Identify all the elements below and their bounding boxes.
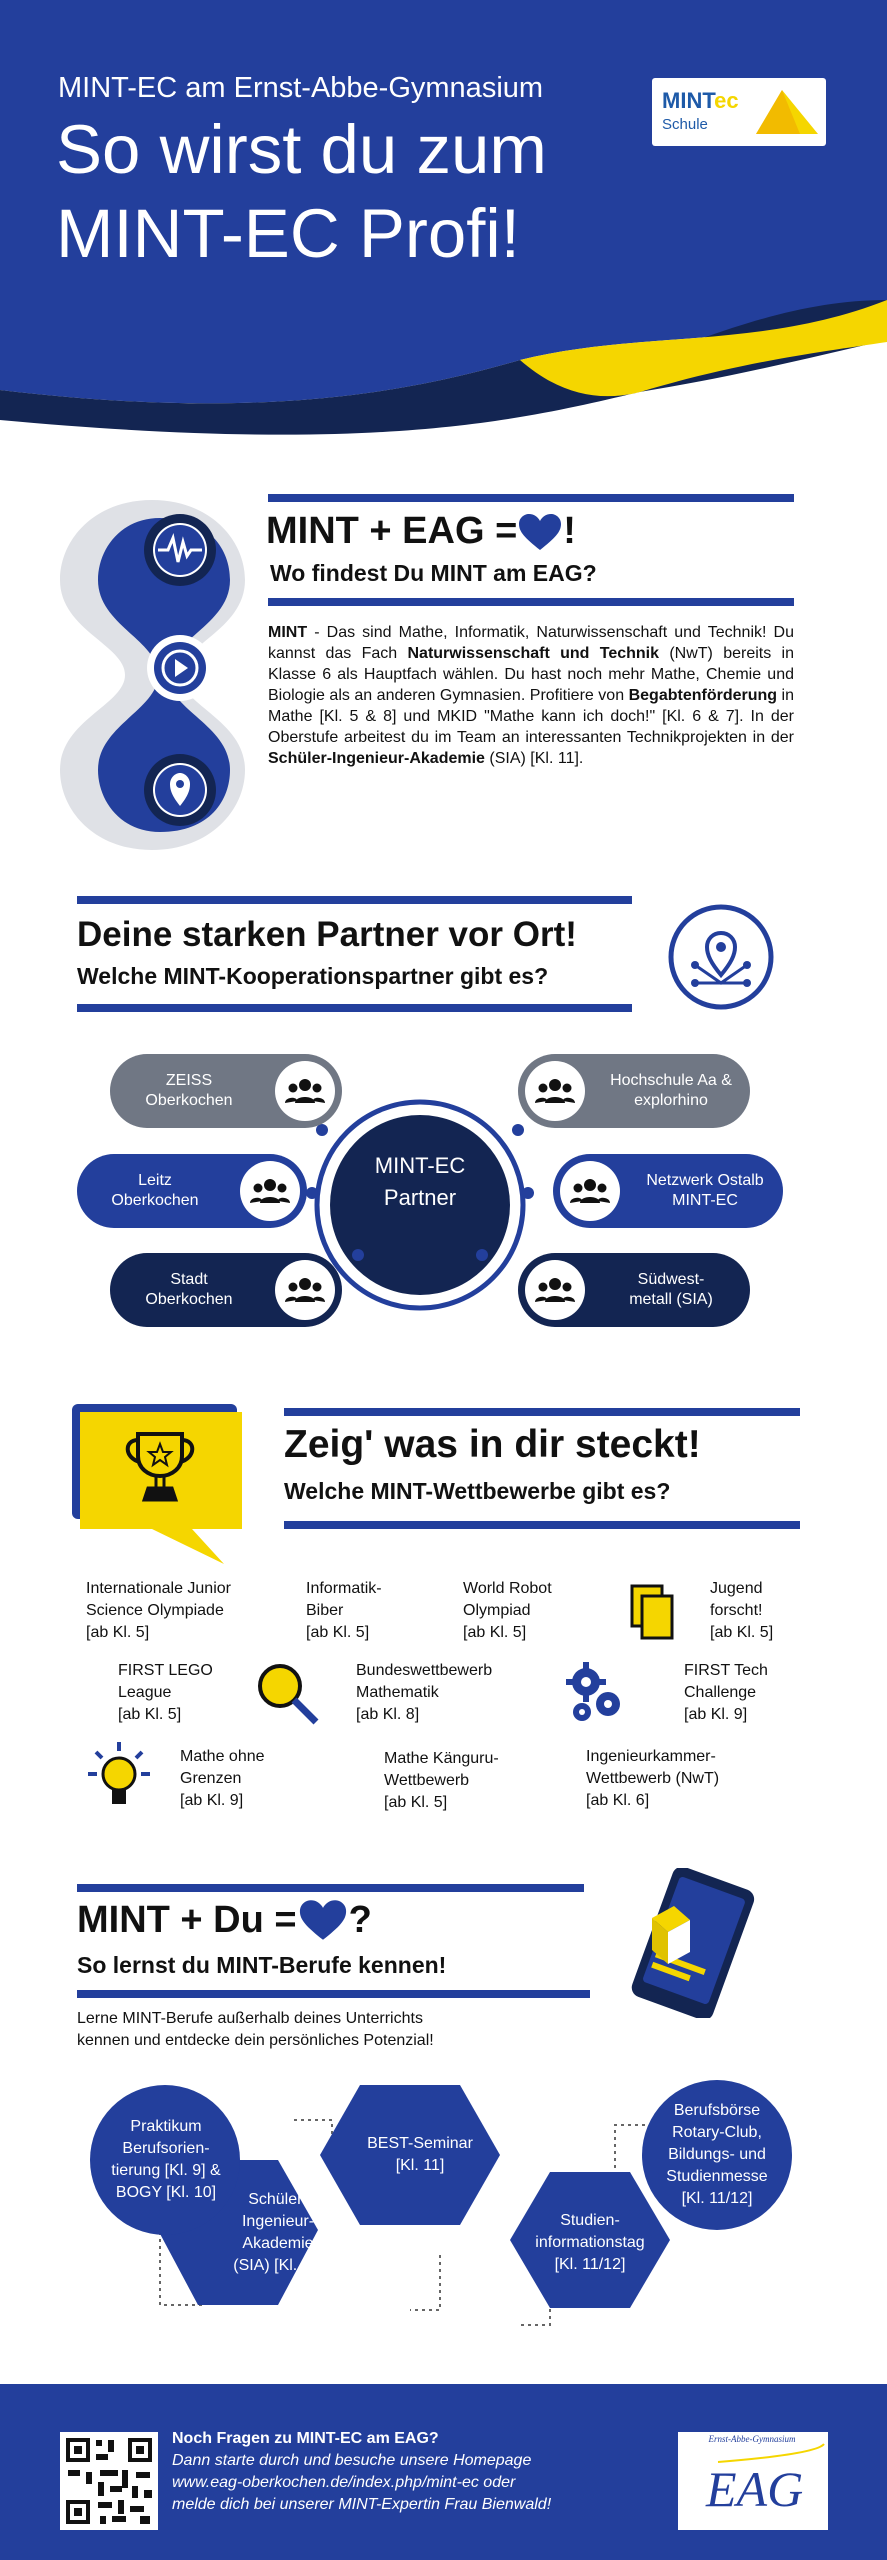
comp-line-1: Internationale Junior bbox=[86, 1580, 231, 1597]
lightbulb-icon bbox=[84, 1740, 154, 1816]
page-title bbox=[56, 108, 547, 276]
section4-intro bbox=[77, 2008, 434, 2052]
partner-label bbox=[627, 1171, 783, 1211]
partner-suedwestmetall bbox=[518, 1253, 750, 1327]
section2-title: Deine starken Partner vor Ort! bbox=[77, 915, 577, 954]
partner-hochschule bbox=[518, 1054, 750, 1128]
career-line: [Kl. 11] bbox=[395, 2157, 445, 2174]
eag-logo bbox=[678, 2432, 828, 2530]
logo-schule-text: Schule bbox=[662, 116, 708, 133]
body-bold-mint: MINT bbox=[268, 624, 308, 641]
magnifier-icon bbox=[254, 1660, 322, 1728]
career-line: tierung [Kl. 9] & bbox=[111, 2162, 221, 2179]
footer-line-1: Dann starte durch und besuche unsere Homepage bbox=[172, 2452, 532, 2469]
section4-title bbox=[77, 1898, 372, 1942]
footer-line-3: melde dich bei unserer MINT-Expertin Frau Bienwald! bbox=[172, 2496, 552, 2513]
header-kicker: MINT-EC am Ernst-Abbe-Gymnasium bbox=[58, 72, 544, 104]
comp-line-1: Ingenieurkammer- bbox=[586, 1748, 716, 1765]
section4-title-text: MINT + Du = bbox=[77, 1898, 297, 1941]
career-berufsboerse bbox=[648, 2085, 786, 2225]
section2-top-bar bbox=[77, 896, 632, 904]
partner-netzwerk-ostalb bbox=[553, 1154, 783, 1228]
mint-ec-logo bbox=[652, 78, 826, 146]
footer-text bbox=[172, 2428, 551, 2516]
smartphone-icon bbox=[612, 1868, 772, 2018]
section4-top-bar bbox=[77, 1884, 584, 1892]
mint-chain-graphic bbox=[60, 500, 245, 850]
section3-subtitle: Welche MINT-Wettbewerbe gibt es? bbox=[284, 1478, 671, 1504]
eag-logo-small-text: Ernst-Abbe-Gymnasium bbox=[708, 2434, 796, 2444]
group-icon bbox=[525, 1061, 585, 1121]
partner-line-1: ZEISS bbox=[165, 1072, 213, 1089]
section3-bottom-bar bbox=[284, 1521, 800, 1529]
section1-title-text: MINT + EAG = bbox=[266, 510, 518, 552]
competition-first-tech-challenge bbox=[684, 1660, 768, 1726]
hub-line-2: Partner bbox=[383, 1185, 457, 1210]
group-icon bbox=[275, 1061, 335, 1121]
comp-line-3: [ab Kl. 5] bbox=[118, 1706, 182, 1723]
section2-bottom-bar bbox=[77, 1004, 632, 1012]
career-sia bbox=[198, 2170, 358, 2295]
group-icon bbox=[275, 1260, 335, 1320]
section1-top-bar bbox=[268, 494, 794, 502]
heart-icon bbox=[297, 1898, 349, 1942]
competition-first-lego-league bbox=[118, 1660, 213, 1726]
competition-mathe-kaenguru bbox=[384, 1748, 499, 1814]
intro-line-2: kennen und entdecke dein persönliches Potenzial! bbox=[77, 2032, 434, 2049]
career-line: [Kl. 11/12] bbox=[554, 2255, 626, 2273]
partner-hub-label bbox=[330, 1150, 510, 1214]
competition-mathe-ohne-grenzen bbox=[180, 1746, 265, 1812]
career-line: Studien- bbox=[560, 2211, 620, 2229]
competition-bundeswettbewerb-mathematik bbox=[356, 1660, 492, 1726]
comp-line-3: [ab Kl. 5] bbox=[463, 1624, 527, 1641]
comp-line-1: FIRST Tech bbox=[684, 1662, 768, 1679]
career-line: [Kl. 11/12] bbox=[681, 2190, 753, 2207]
partner-line-1: Stadt bbox=[170, 1271, 208, 1288]
career-line: Bildungs- und bbox=[668, 2146, 766, 2163]
comp-line-2: League bbox=[118, 1684, 172, 1701]
logo-ec-text: ec bbox=[714, 88, 739, 113]
comp-line-2: Wettbewerb (NwT) bbox=[586, 1770, 720, 1787]
career-line: informationstag bbox=[535, 2233, 645, 2251]
career-studieninformationstag bbox=[510, 2185, 670, 2300]
partner-label bbox=[592, 1270, 750, 1310]
comp-line-3: [ab Kl. 8] bbox=[356, 1706, 420, 1723]
career-line: (SIA) [Kl. 11] bbox=[233, 2256, 323, 2274]
logo-mint-text: MINT bbox=[662, 88, 715, 113]
section1-body bbox=[268, 622, 794, 769]
gears-icon bbox=[564, 1660, 630, 1726]
career-line: Berufsorien- bbox=[122, 2140, 210, 2157]
section1-title bbox=[266, 510, 576, 553]
comp-line-3: [ab Kl. 9] bbox=[684, 1706, 748, 1723]
qr-code-icon[interactable] bbox=[60, 2432, 158, 2530]
documents-icon bbox=[628, 1584, 676, 1640]
career-line: Berufsbörse bbox=[673, 2102, 761, 2119]
group-icon bbox=[560, 1161, 620, 1221]
footer-question: Noch Fragen zu MINT-EC am EAG? bbox=[172, 2430, 439, 2447]
comp-line-2: Grenzen bbox=[180, 1770, 242, 1787]
partner-line-2: Oberkochen bbox=[145, 1291, 233, 1308]
comp-line-1: Informatik- bbox=[306, 1580, 382, 1597]
comp-line-1: Jugend bbox=[710, 1580, 763, 1597]
body-bold-sia: Schüler-Ingenieur-Akademie bbox=[268, 750, 485, 767]
comp-line-1: Mathe ohne bbox=[180, 1748, 265, 1765]
logo-wordmark bbox=[662, 88, 739, 114]
eag-logo-main-text: EAG bbox=[706, 2461, 804, 2517]
pyramid-icon bbox=[752, 86, 820, 138]
trophy-badge bbox=[72, 1404, 247, 1569]
group-icon bbox=[525, 1260, 585, 1320]
partner-line-2: MINT-EC bbox=[672, 1192, 738, 1209]
competition-jugend-forscht bbox=[710, 1578, 773, 1644]
partner-zeiss bbox=[110, 1054, 342, 1128]
section3-title: Zeig' was in dir steckt! bbox=[284, 1423, 701, 1466]
comp-line-3: [ab Kl. 5] bbox=[86, 1624, 150, 1641]
career-best-seminar bbox=[340, 2100, 500, 2210]
title-line-2: MINT-EC Profi! bbox=[56, 195, 520, 272]
hub-line-1: MINT-EC bbox=[374, 1153, 466, 1178]
group-icon bbox=[240, 1161, 300, 1221]
comp-line-3: [ab Kl. 9] bbox=[180, 1792, 244, 1809]
career-line: Akademie bbox=[242, 2234, 314, 2252]
partner-stadt bbox=[110, 1253, 342, 1327]
partner-line-2: Oberkochen bbox=[111, 1192, 199, 1209]
career-line: Praktikum bbox=[130, 2118, 202, 2135]
body-bold-nwt: Naturwissenschaft und Technik bbox=[407, 645, 660, 662]
comp-line-2: Challenge bbox=[684, 1684, 757, 1701]
comp-line-2: forscht! bbox=[710, 1602, 763, 1619]
section1-title-suffix: ! bbox=[563, 510, 576, 552]
career-line: Schüler- bbox=[248, 2190, 308, 2208]
comp-line-2: Wettbewerb bbox=[384, 1772, 470, 1789]
title-line-1: So wirst du zum bbox=[56, 111, 547, 188]
section4-title-suffix: ? bbox=[348, 1898, 372, 1941]
competition-ingenieurkammer bbox=[586, 1746, 719, 1812]
competition-world-robot-olympiad bbox=[463, 1578, 552, 1644]
heart-icon bbox=[517, 512, 563, 552]
career-line: BOGY [Kl. 10] bbox=[115, 2184, 217, 2201]
comp-line-1: Mathe Känguru- bbox=[384, 1750, 499, 1767]
partner-label bbox=[110, 1270, 268, 1310]
partner-leitz bbox=[77, 1154, 307, 1228]
competition-ijso bbox=[86, 1578, 231, 1644]
partner-line-1: Hochschule Aa & bbox=[610, 1072, 732, 1089]
comp-line-1: World Robot bbox=[463, 1580, 552, 1597]
body-text-1: - Das sind Mathe, Informatik, Naturwissenschaft und Technik! Du kannst das Fach bbox=[268, 624, 794, 662]
comp-line-1: FIRST LEGO bbox=[118, 1662, 213, 1679]
intro-line-1: Lerne MINT-Berufe außerhalb deines Unterrichts bbox=[77, 2010, 423, 2027]
section1-subtitle: Wo findest Du MINT am EAG? bbox=[270, 560, 597, 586]
career-line: Rotary-Club, bbox=[672, 2124, 762, 2141]
body-text-3: in Mathe [Kl. 5 & 8] und MKID "Mathe kann ich doch!" [Kl. 6 & 7]. In der Oberstufe arbeitest du im Team an interessanten Technikprojekten in der bbox=[268, 687, 794, 746]
comp-line-3: [ab Kl. 6] bbox=[586, 1792, 650, 1809]
partner-line-2: metall (SIA) bbox=[629, 1291, 713, 1308]
competition-informatik-biber bbox=[306, 1578, 382, 1644]
comp-line-2: Olympiad bbox=[463, 1602, 531, 1619]
body-text-4: (SIA) [Kl. 11]. bbox=[484, 750, 584, 767]
comp-line-2: Mathematik bbox=[356, 1684, 439, 1701]
section4-bottom-bar bbox=[77, 1990, 590, 1998]
career-line: Ingenieur- bbox=[241, 2212, 315, 2230]
partner-label bbox=[77, 1171, 233, 1211]
comp-line-2: Biber bbox=[306, 1602, 344, 1619]
career-line: BEST-Seminar bbox=[367, 2135, 473, 2152]
career-line: Studienmesse bbox=[666, 2168, 768, 2185]
partner-line-2: Oberkochen bbox=[145, 1092, 233, 1109]
section1-bottom-bar bbox=[268, 598, 794, 606]
comp-line-1: Bundeswettbewerb bbox=[356, 1662, 493, 1679]
comp-line-3: [ab Kl. 5] bbox=[384, 1794, 448, 1811]
section2-subtitle: Welche MINT-Kooperationspartner gibt es? bbox=[77, 963, 549, 989]
body-bold-begabten: Begabtenförderung bbox=[628, 687, 778, 704]
comp-line-3: [ab Kl. 5] bbox=[306, 1624, 370, 1641]
section3-top-bar bbox=[284, 1408, 800, 1416]
footer-url[interactable]: www.eag-oberkochen.de/index.php/mint-ec oder bbox=[172, 2474, 516, 2491]
section4-subtitle: So lernst du MINT-Berufe kennen! bbox=[77, 1952, 447, 1978]
partner-line-1: Netzwerk Ostalb bbox=[646, 1172, 764, 1189]
comp-line-2: Science Olympiade bbox=[86, 1602, 224, 1619]
partner-label bbox=[592, 1071, 750, 1111]
partner-line-1: Leitz bbox=[138, 1172, 172, 1189]
map-pin-network-icon bbox=[667, 903, 775, 1011]
comp-line-3: [ab Kl. 5] bbox=[710, 1624, 774, 1641]
body-text-2: (NwT) bereits in Klasse 6 als Hauptfach wählen. Du hast noch mehr Mathe, Chemie und Biologie als an anderen Gymnasien. Profitiere von bbox=[268, 645, 795, 704]
partner-line-1: Südwest- bbox=[637, 1271, 705, 1288]
partner-label bbox=[110, 1071, 268, 1111]
partner-line-2: explorhino bbox=[634, 1092, 708, 1109]
